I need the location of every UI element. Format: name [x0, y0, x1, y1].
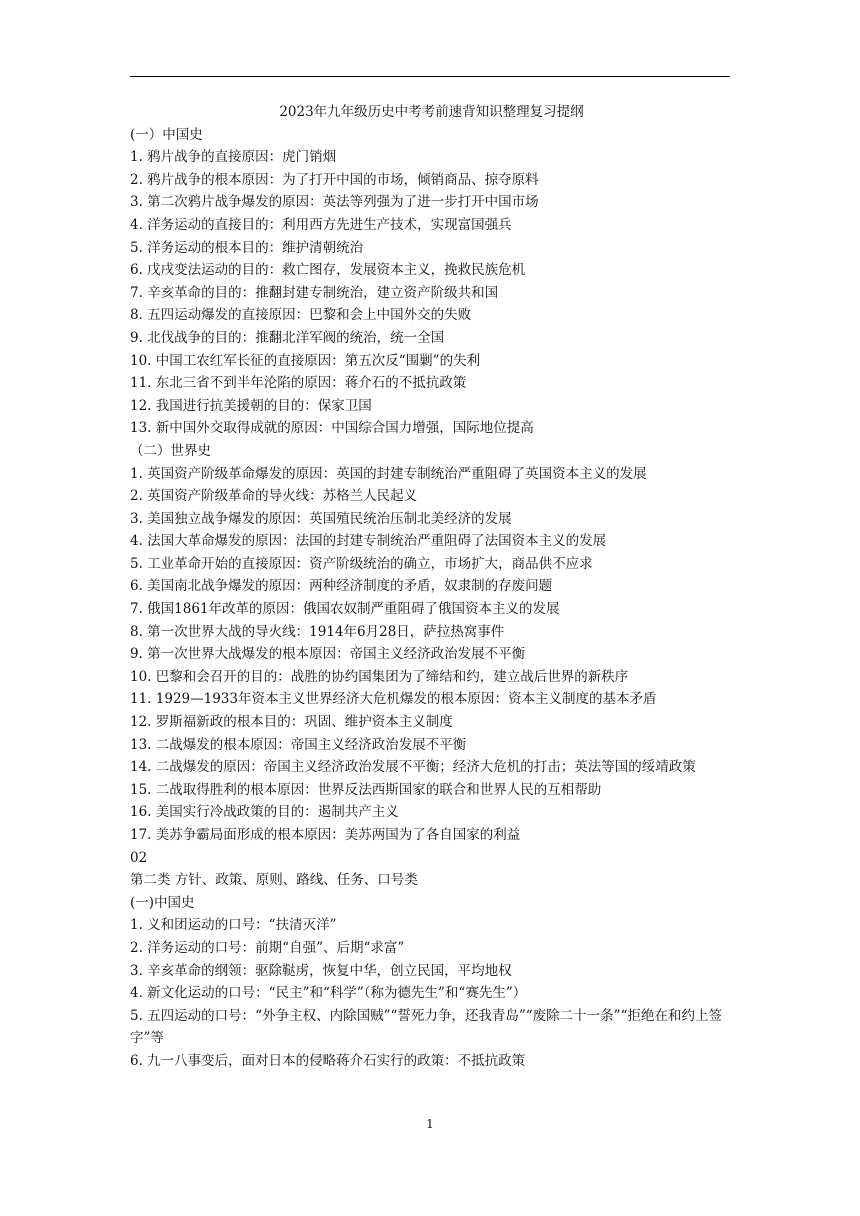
- text-line: 02: [130, 849, 148, 866]
- text-line: 1. 义和团运动的口号：“扶清灭洋”: [130, 917, 337, 934]
- text-line: (一）中国史: [130, 126, 203, 143]
- text-line: 12. 我国进行抗美援朝的目的：保家卫国: [130, 397, 372, 414]
- text-line: 17. 美苏争霸局面形成的根本原因：美苏两国为了各自国家的利益: [130, 827, 521, 843]
- text-line: 10. 中国工农红军长征的直接原因：第五次反“围剿”的失利: [130, 352, 481, 369]
- text-line: 11. 东北三省不到半年沦陷的原因：蒋介石的不抵抗政策: [130, 375, 467, 392]
- text-line: 1. 鸦片战争的直接原因：虎门销烟: [130, 149, 337, 166]
- page-number: 1: [426, 1117, 434, 1131]
- text-line: 5. 工业革命开始的直接原因：资产阶级统治的确立，市场扩大，商品供不应求: [130, 555, 593, 572]
- text-line: 8. 五四运动爆发的直接原因：巴黎和会上中国外交的失败: [130, 307, 472, 324]
- text-line: 2. 洋务运动的口号：前期“自强”、后期“求富”: [130, 939, 405, 956]
- text-line: 2. 鸦片战争的根本原因：为了打开中国的市场，倾销商品、掠夺原料: [130, 171, 539, 188]
- text-line: 5. 洋务运动的根本目的：维护清朝统治: [130, 239, 364, 256]
- document-body: [130, 101, 733, 1073]
- text-line: 第二类 方针、政策、原则、路线、任务、口号类: [130, 872, 418, 889]
- text-line: 9. 北伐战争的目的：推翻北洋军阀的统治，统一全国: [130, 329, 445, 346]
- text-line: 4. 新文化运动的口号：“民主”和“科学”（称为德先生”和“赛先生”）: [130, 985, 527, 1002]
- text-line: 13. 新中国外交取得成就的原因：中国综合国力增强，国际地位提高: [130, 420, 534, 437]
- text-line: 7. 辛亥革命的目的：推翻封建专制统治，建立资产阶级共和国: [130, 284, 499, 301]
- text-line: 5. 五四运动的口号：“外争主权、内除国贼”“誓死力争，还我青岛”“废除二十一条”“拒绝在和约上签字”等: [130, 1007, 722, 1047]
- text-line: （二）世界史: [130, 442, 211, 459]
- text-line: 9. 第一次世界大战爆发的根本原因：帝国主义经济政治发展不平衡: [130, 646, 526, 663]
- text-line: 8. 第一次世界大战的导火线：1914年6月28日，萨拉热窝事件: [130, 623, 505, 640]
- text-line: 4. 洋务运动的直接目的：利用西方先进生产技术，实现富国强兵: [130, 216, 512, 233]
- text-line: (一)中国史: [130, 894, 195, 911]
- text-line: 6. 戊戌变法运动的目的：救亡图存，发展资本主义，挽救民族危机: [130, 262, 526, 279]
- text-line: 3. 美国独立战争爆发的原因：英国殖民统治压制北美经济的发展: [130, 510, 512, 527]
- text-line: 15. 二战取得胜利的根本原因：世界反法西斯国家的联合和世界人民的互相帮助: [130, 781, 602, 798]
- text-line: 4. 法国大革命爆发的原因：法国的封建专制统治严重阻碍了法国资本主义的发展: [130, 533, 607, 550]
- text-line: 12. 罗斯福新政的根本目的：巩固、维护资本主义制度: [130, 714, 453, 731]
- text-line: 3. 辛亥革命的纲领：驱除鞑虏，恢复中华，创立民国，平均地权: [130, 962, 512, 979]
- text-line: 6. 九一八事变后，面对日本的侵略蒋介石实行的政策：不抵抗政策: [130, 1052, 526, 1069]
- text-line: 16. 美国实行冷战政策的目的：遏制共产主义: [130, 804, 399, 821]
- text-line: 1. 英国资产阶级革命爆发的原因：英国的封建专制统治严重阻碍了英国资本主义的发展: [130, 465, 647, 482]
- text-line: 13. 二战爆发的根本原因：帝国主义经济政治发展不平衡: [130, 736, 467, 753]
- text-line: 10. 巴黎和会召开的目的：战胜的协约国集团为了缔结和约，建立战后世界的新秩序: [130, 668, 629, 685]
- document-title: 2023年九年级历史中考考前速背知识整理复习提纲: [279, 104, 584, 120]
- text-line: 14. 二战爆发的原因：帝国主义经济政治发展不平衡；经济大危机的打击；英法等国的绥靖政策: [130, 759, 696, 776]
- text-line: 6. 美国南北战争爆发的原因：两种经济制度的矛盾，奴隶制的存废问题: [130, 578, 553, 595]
- text-line: 2. 英国资产阶级革命的导火线：苏格兰人民起义: [130, 488, 418, 505]
- header-rule: [130, 76, 730, 77]
- document-lines: [130, 124, 733, 1073]
- text-line: 11. 1929—1933年资本主义世界经济大危机爆发的根本原因：资本主义制度的基本矛盾: [130, 691, 657, 708]
- text-line: 3. 第二次鸦片战争爆发的原因：英法等列强为了进一步打开中国市场: [130, 194, 539, 211]
- text-line: 7. 俄国1861年改革的原因：俄国农奴制严重阻碍了俄国资本主义的发展: [130, 601, 560, 618]
